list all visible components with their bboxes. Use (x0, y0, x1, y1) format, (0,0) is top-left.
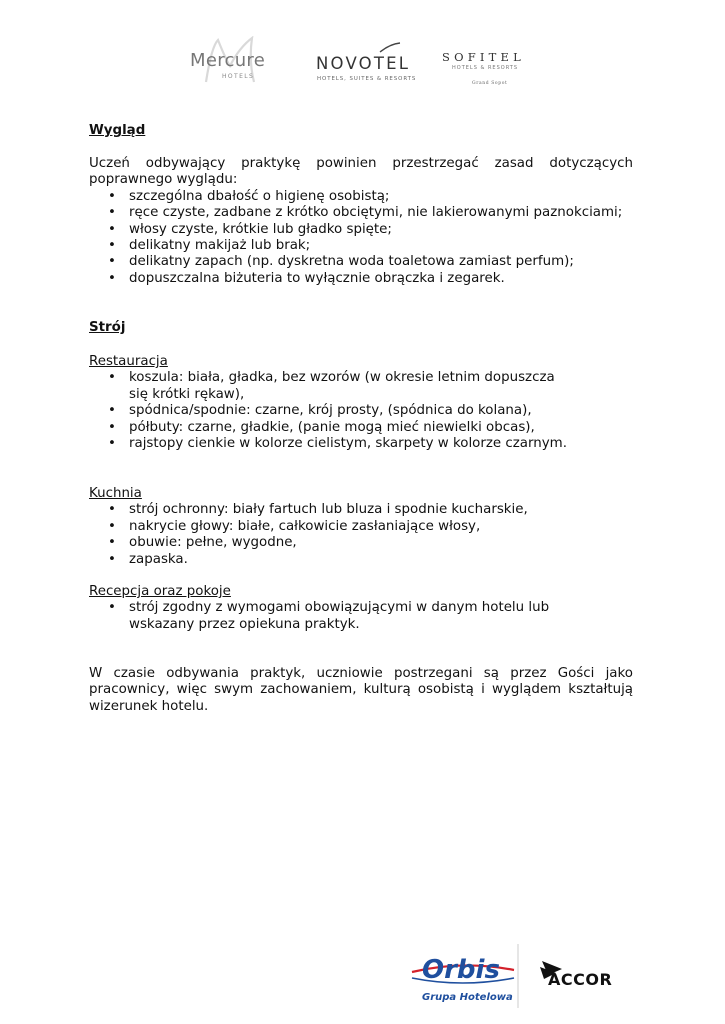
bullet-icon: • (108, 535, 116, 551)
sofitel-wordmark: SOFITEL (442, 50, 525, 64)
kuchnia-list (89, 502, 633, 568)
list-item (89, 370, 633, 403)
list-item-text: delikatny zapach (np. dyskretna woda toaletowa zamiast perfum); (129, 254, 574, 270)
wyglad-intro-line-2: poprawnego wyglądu: (89, 172, 238, 188)
list-item-text: strój zgodny z wymogami obowiązującymi w danym hotelu lub wskazany przez opiekuna praktyk. (129, 600, 550, 632)
list-item-text: nakrycie głowy: białe, całkowicie zasłaniające włosy, (129, 518, 481, 534)
wyglad-intro-line-1: Uczeń odbywający praktykę powinien przestrzegać zasad dotyczących (89, 156, 633, 171)
mercure-subtitle: HOTELS (222, 73, 255, 80)
novotel-wordmark: NOVOTEL (316, 54, 411, 73)
recepcja-list (89, 600, 633, 633)
list-item-text: dopuszczalna biżuteria to wyłącznie obrączka i zegarek. (129, 270, 505, 286)
bullet-icon: • (108, 403, 116, 419)
list-item (89, 271, 633, 287)
restauracja-block (89, 354, 633, 452)
bullet-icon: • (108, 502, 116, 518)
list-item-text: zapaska. (129, 551, 188, 567)
list-item (89, 205, 633, 221)
list-item-text: rajstopy cienkie w kolorze cielistym, skarpety w kolorze czarnym. (129, 436, 567, 452)
closing-paragraph: W czasie odbywania praktyk, uczniowie postrzegani są przez Gości jako pracownicy, więc swym zachowaniem, kulturą osobistą i wyglądem kształtują wizerunek hotelu. (89, 666, 633, 714)
list-item (89, 222, 633, 238)
kuchnia-block (89, 486, 633, 568)
bullet-icon: • (108, 436, 116, 452)
mercure-logo (190, 36, 290, 86)
list-item-text: włosy czyste, krótkie lub gładko spięte; (129, 221, 392, 237)
accor-wordmark: ACCOR (548, 970, 613, 989)
list-item (89, 519, 633, 535)
list-item (89, 552, 633, 568)
list-item (89, 403, 633, 419)
orbis-logo (404, 944, 522, 1012)
wyglad-list (89, 189, 633, 287)
list-item-text: strój ochronny: biały fartuch lub bluza i spodnie kucharskie, (129, 502, 528, 518)
sofitel-location: Grand Sopot (472, 81, 508, 86)
list-item (89, 420, 633, 436)
list-item-text: delikatny makijaż lub brak; (129, 238, 311, 254)
list-item-text: ręce czyste, zadbane z krótko obciętymi, nie lakierowanymi paznokciami; (129, 205, 623, 221)
list-item (89, 502, 633, 518)
bullet-icon: • (108, 518, 116, 534)
bullet-icon: • (108, 270, 116, 286)
list-item-text: szczególna dbałość o higienę osobistą; (129, 188, 390, 204)
subsection-title-kuchnia: Kuchnia (89, 486, 142, 501)
bullet-icon: • (108, 205, 116, 221)
recepcja-block (89, 584, 633, 633)
list-item-text: spódnica/spodnie: czarne, krój prosty, (spódnica do kolana), (129, 403, 532, 419)
sofitel-subtitle: HOTELS & RESORTS (452, 65, 519, 71)
orbis-logo-graphic (404, 944, 522, 1012)
list-item (89, 600, 633, 633)
list-item (89, 436, 633, 452)
bullet-icon: • (108, 600, 116, 616)
section-title-stroj: Strój (89, 320, 126, 335)
bullet-icon: • (108, 221, 116, 237)
novotel-logo (316, 42, 432, 86)
accor-logo-graphic (538, 955, 642, 991)
mercure-wordmark: Mercure (190, 50, 266, 71)
novotel-swoosh-icon (378, 42, 402, 54)
list-item (89, 189, 633, 205)
section-title-wyglad: Wygląd (89, 123, 146, 138)
orbis-wordmark: Orbis (422, 955, 500, 985)
bullet-icon: • (108, 254, 116, 270)
restauracja-list (89, 370, 633, 452)
orbis-subtitle: Grupa Hotelowa (422, 992, 513, 1003)
subsection-title-recepcja: Recepcja oraz pokoje (89, 584, 231, 599)
list-item (89, 254, 633, 270)
bullet-icon: • (108, 419, 116, 435)
list-item (89, 238, 633, 254)
sofitel-logo (440, 48, 544, 92)
bullet-icon: • (108, 551, 116, 567)
bullet-icon: • (108, 370, 116, 386)
bullet-icon: • (108, 238, 116, 254)
novotel-subtitle: HOTELS, SUITES & RESORTS (317, 76, 417, 82)
list-item-text: półbuty: czarne, gładkie, (panie mogą mieć niewielki obcas), (129, 419, 535, 435)
bullet-icon: • (108, 188, 116, 204)
list-item (89, 535, 633, 551)
list-item-text: obuwie: pełne, wygodne, (129, 535, 297, 551)
list-item-text: koszula: biała, gładka, bez wzorów (w okresie letnim dopuszcza się krótki rękaw), (129, 370, 555, 402)
accor-logo (538, 955, 642, 991)
subsection-title-restauracja: Restauracja (89, 354, 168, 369)
wyglad-intro (89, 156, 633, 287)
